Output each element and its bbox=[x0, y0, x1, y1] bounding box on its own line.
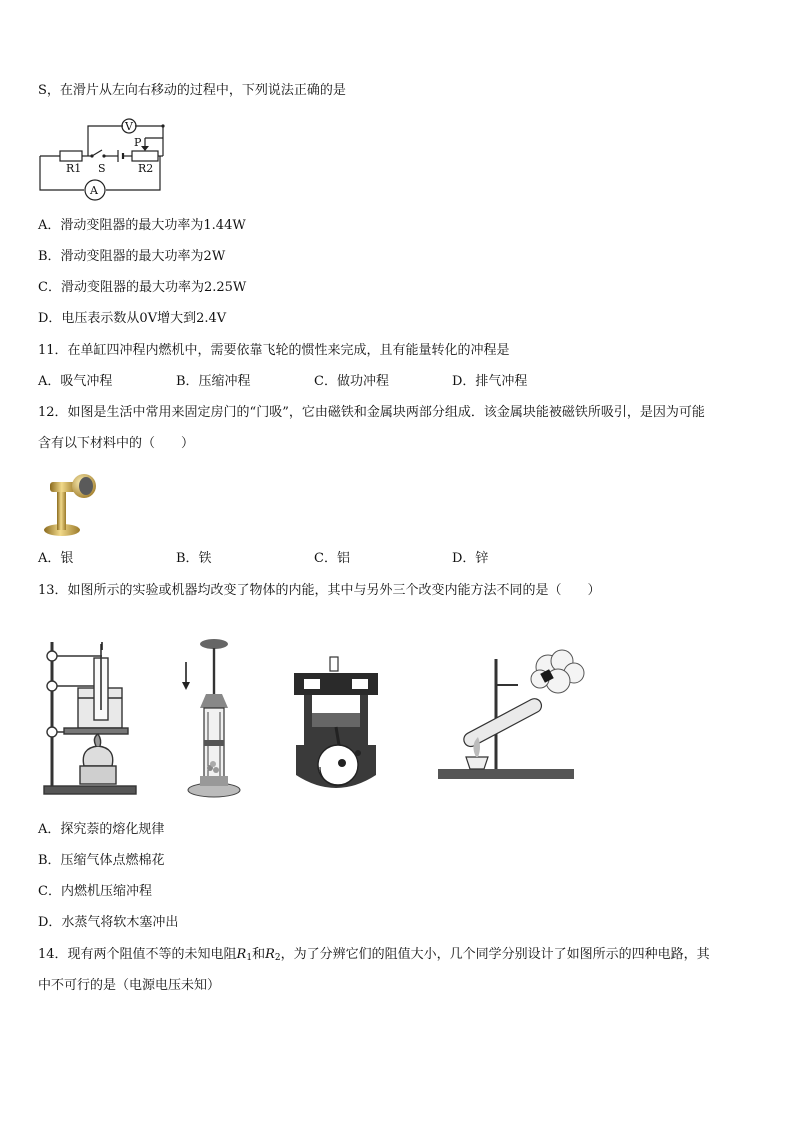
q12-option-c: C．铝 bbox=[314, 551, 350, 566]
q10-stem: S，在滑片从左向右移动的过程中，下列说法正确的是 bbox=[38, 83, 346, 98]
q11-option-b: B．压缩冲程 bbox=[176, 374, 251, 389]
q12-stem-line2: 含有以下材料中的（ ） bbox=[38, 436, 195, 451]
q10-option-a: A．滑动变阻器的最大功率为1.44W bbox=[38, 218, 246, 233]
q10-option-d: D．电压表示数从0V增大到2.4V bbox=[38, 311, 227, 326]
q11-options bbox=[38, 373, 590, 391]
q11-stem: 11．在单缸四冲程内燃机中，需要依靠飞轮的惯性来完成，且有能量转化的冲程是 bbox=[38, 343, 510, 358]
slider-p-label: P bbox=[134, 136, 142, 149]
q14-r2-symbol: R bbox=[265, 947, 275, 962]
q14-r1-symbol: R bbox=[236, 947, 247, 962]
q14-r2-subscript: 2 bbox=[274, 953, 281, 963]
q12-option-b: B．铁 bbox=[176, 551, 212, 566]
switch-s-label: S bbox=[98, 162, 106, 175]
q11-option-a: A．吸气冲程 bbox=[38, 374, 113, 389]
r2-label: R2 bbox=[138, 162, 154, 175]
q14-and: 和 bbox=[252, 947, 266, 962]
q11-option-c: C．做功冲程 bbox=[314, 374, 389, 389]
ammeter-label: A bbox=[90, 184, 98, 197]
q12-stem-line1: 12．如图是生活中常用来固定房门的“门吸”，它由磁铁和金属块两部分组成．该金属块能被磁铁所吸引，是因为可能 bbox=[38, 405, 705, 420]
compressed-air-ignition-figure bbox=[178, 636, 242, 800]
q10-option-b: B．滑动变阻器的最大功率为2W bbox=[38, 249, 226, 264]
q14-r1-subscript: 1 bbox=[246, 953, 253, 963]
q14-stem-line1 bbox=[38, 946, 710, 967]
q13-option-d: D．水蒸气将软木塞冲出 bbox=[38, 915, 179, 930]
q13-option-c: C．内燃机压缩冲程 bbox=[38, 884, 152, 899]
circuit-diagram-q10 bbox=[38, 110, 170, 206]
q14-stem-a: 14．现有两个阻值不等的未知电阻 bbox=[38, 947, 237, 962]
q14-stem-line2: 中不可行的是（电源电压未知） bbox=[38, 978, 221, 993]
voltmeter-label: V bbox=[125, 120, 133, 133]
r1-label: R1 bbox=[66, 162, 82, 175]
engine-compression-stroke-figure bbox=[290, 655, 382, 797]
q13-option-b: B．压缩气体点燃棉花 bbox=[38, 853, 165, 868]
q13-stem: 13．如图所示的实验或机器均改变了物体的内能，其中与另外三个改变内能方法不同的是（ ） bbox=[38, 583, 601, 598]
door-stopper-image bbox=[40, 468, 98, 540]
q14-stem-b: ，为了分辨它们的阻值大小，几个同学分别设计了如图所示的四种电路，其 bbox=[280, 947, 710, 962]
q13-option-a: A．探究萘的熔化规律 bbox=[38, 822, 165, 837]
q12-option-d: D．锌 bbox=[452, 551, 489, 566]
q12-option-a: A．银 bbox=[38, 551, 74, 566]
q10-option-c: C．滑动变阻器的最大功率为2.25W bbox=[38, 280, 247, 295]
steam-pushes-cork-figure bbox=[436, 645, 588, 787]
q12-options bbox=[38, 550, 590, 568]
naphthalene-melting-apparatus-figure bbox=[40, 636, 140, 798]
q11-option-d: D．排气冲程 bbox=[452, 374, 528, 389]
